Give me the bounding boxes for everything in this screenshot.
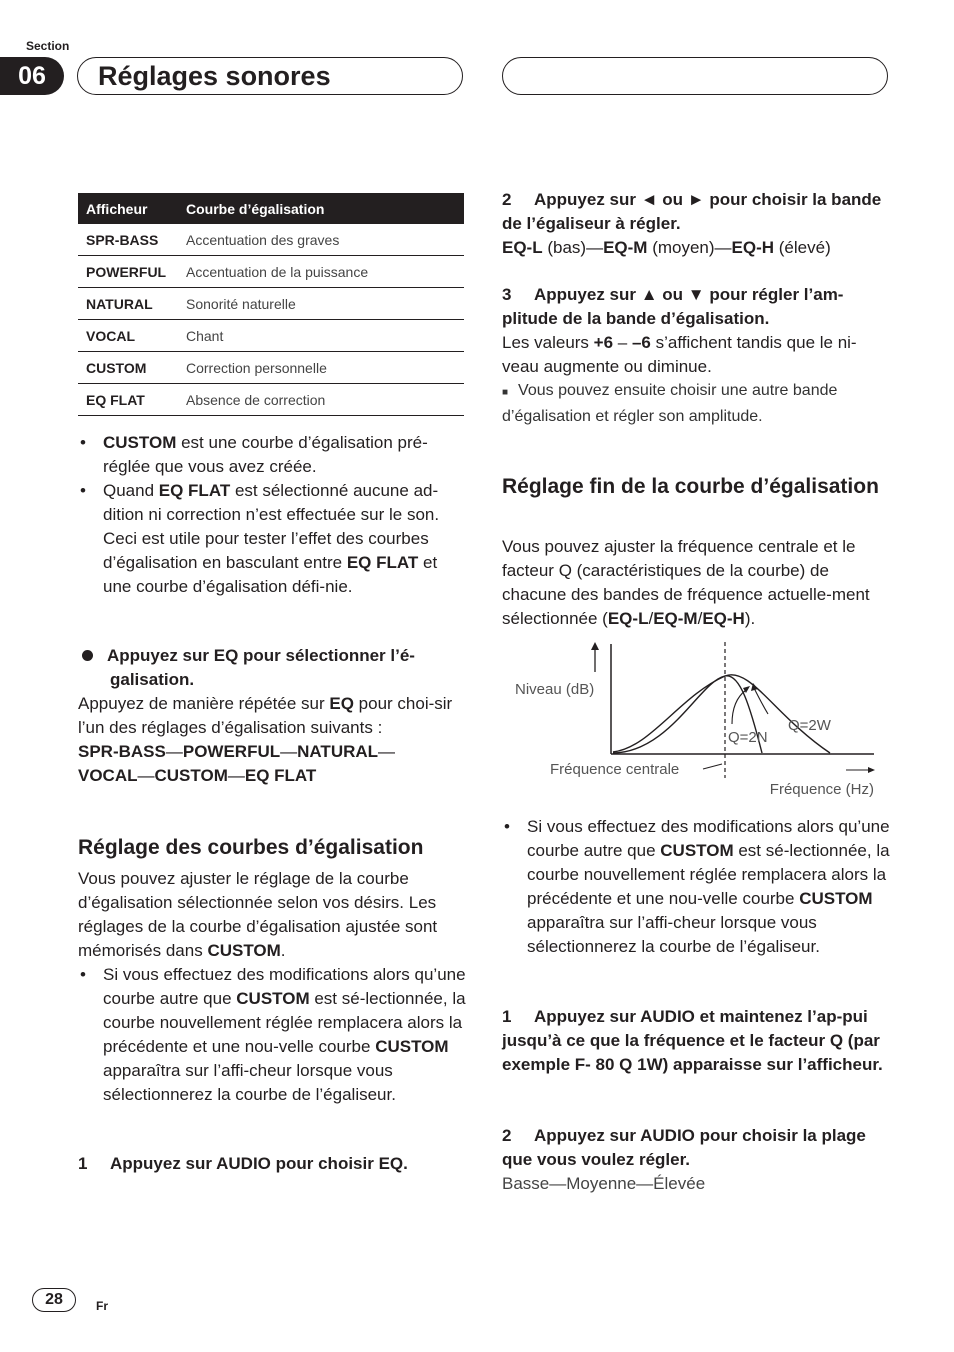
step-heading [502,283,892,331]
q-narrow-label: Q=2N [728,729,768,746]
step-1-audio [78,1152,466,1176]
band-sequence [502,236,892,260]
text: et une courbe d’égalisation défi-nie. [103,553,438,596]
section-heading-curves: Réglage des courbes d’égalisation [78,836,424,859]
bold-text: CUSTOM [236,989,310,1008]
step-text [502,331,892,379]
text: (bas)— [542,238,604,257]
bold-text: CUSTOM [103,433,177,452]
band-low: EQ-L [502,238,543,257]
text: pour choi-sir l’un des réglages d’égalisation suivants : [78,694,453,737]
table-row [78,352,464,384]
center-label-leader [703,764,722,769]
page-title-text: Réglages sonores [98,60,331,91]
bold-text: +6 [593,333,614,352]
step-3-level [502,283,892,429]
list-item [78,431,466,479]
note-text: Vous pouvez ensuite choisir une autre bande d’égalisation et régler son amplitude. [502,382,838,425]
table-row [78,256,464,288]
text: Appuyez de manière répétée sur [78,694,330,713]
text: est une courbe d’égalisation pré-réglée que vous avez créée. [103,433,428,476]
eq-mode: NATURAL [297,742,379,761]
wide-q-curve [613,675,830,753]
text: ). [744,609,756,628]
eq-mode: VOCAL [78,766,138,785]
section-label: Section [26,39,70,53]
text: apparaîtra sur l’affi-cheur lorsque vous sélectionnerez la courbe de l’égaliseur. [103,1061,396,1104]
q-wide-label: Q=2W [788,717,831,734]
table-cell-value: Correction personnelle [178,352,464,384]
step-number: 2 [502,1126,512,1145]
eq-mode: SPR-BASS [78,742,166,761]
table-cell-key: EQ FLAT [78,384,178,416]
step-number: 1 [502,1007,512,1026]
curves-notes-list [78,963,470,1107]
eq-select-step [78,644,466,788]
eq-mode: POWERFUL [182,742,281,761]
list-item [502,815,892,959]
bold-text: EQ [329,694,354,713]
custom-notes-list [78,431,466,599]
text: Vous pouvez ajuster le réglage de la courbe d’égalisation sélectionnée selon vos désirs. Les réglages de la courbe d’égalisation ajustée sont mémorisés dans [78,869,438,960]
step-number: 3 [502,285,512,304]
text: Si vous effectuez des modifications alors qu’une courbe autre que [527,817,890,860]
curves-body [78,867,470,1107]
table-cell-value: Sonorité naturelle [178,288,464,320]
step-number: 2 [502,190,512,209]
eq-mode: CUSTOM [154,766,228,785]
table-cell-key: CUSTOM [78,352,178,384]
section-number: 06 [0,57,64,95]
table-row [78,224,464,256]
band-high: EQ-H [731,238,775,257]
x-arrow-head-icon [868,767,875,773]
list-item [78,963,470,1107]
bold-text: CUSTOM [799,889,873,908]
bold-text: CUSTOM [207,941,281,960]
step-2-band [502,188,892,260]
text: Si vous effectuez des modifications alors qu’une courbe autre que [103,965,466,1008]
eq-table [78,193,464,416]
y-axis-label: Niveau (dB) [515,681,595,698]
text: (moyen)— [647,238,732,257]
range-sequence: Basse—Moyenne—Élevée [502,1174,706,1193]
text: / [697,609,703,628]
table-cell-key: NATURAL [78,288,178,320]
table-cell-value: Accentuation de la puissance [178,256,464,288]
fine-body [502,535,894,631]
bold-text: –6 [631,333,651,352]
center-frequency-label: Fréquence centrale [550,761,680,778]
table-header-curve: Courbe d’égalisation [178,193,464,224]
x-axis-label: Fréquence (Hz) [769,781,874,798]
eq-curve-diagram [500,636,890,808]
table-header-display: Afficheur [78,193,178,224]
text: apparaîtra sur l’affi-cheur lorsque vous sélectionnerez la courbe de l’égaliseur. [527,913,820,956]
table-header-row [78,193,464,224]
bold-text: EQ FLAT [346,553,419,572]
dash: — [378,742,396,761]
fine-step-1 [502,1005,894,1077]
step-heading-text: Appuyez sur ◄ ou ► pour choisir la bande de l’égaliseur à régler. [502,190,882,233]
dash: — [280,742,298,761]
step-text: Appuyez sur AUDIO pour choisir EQ. [110,1154,408,1173]
dash: — [227,766,245,785]
header-empty-box [502,57,888,95]
eq-sequence [78,740,466,788]
text: (élevé) [774,238,831,257]
text: est sé-lectionnée, la courbe nouvellement réglée remplacera alors la précédente et une nou-velle courbe [527,841,890,908]
band-mid: EQ-M [603,238,648,257]
text: Vous pouvez ajuster la fréquence centrale et le facteur Q (caractéristiques de la courbe) de chacune des bandes de fréquence actuelle-ment sélectionnée ( [502,537,870,628]
bold-text: EQ FLAT [158,481,231,500]
bold-text: EQ-M [653,609,698,628]
bold-text: CUSTOM [375,1037,449,1056]
page-title [77,57,463,95]
bold-text: CUSTOM [660,841,734,860]
text: – [613,333,632,352]
table-cell-key: POWERFUL [78,256,178,288]
table-cell-value: Chant [178,320,464,352]
table-cell-value: Absence de correction [178,384,464,416]
text: . [280,941,286,960]
table-row [78,384,464,416]
table-cell-key: VOCAL [78,320,178,352]
text: Quand [103,481,159,500]
text: / [648,609,654,628]
text: est sélectionné aucune ad-dition ni correction n’est effectuée sur le son. Ceci est utile pour tester l’effet des courbes d’égalisation en basculant entre [103,481,440,572]
step-heading-text: Appuyez sur AUDIO pour choisir la plage que vous voulez régler. [502,1126,866,1169]
text: s’affichent tandis que le ni-veau augmente ou diminue. [502,333,857,376]
step-heading-text: Appuyez sur ▲ ou ▼ pour régler l’am-plitude de la bande d’égalisation. [502,285,844,328]
paragraph [78,867,470,963]
y-arrow-head-icon [591,642,599,650]
bold-text: EQ-L [607,609,649,628]
text: est sé-lectionnée, la courbe nouvellement réglée remplacera alors la précédente et une nou-velle courbe [103,989,466,1056]
step-number: 1 [78,1154,88,1173]
page-number: 28 [32,1288,76,1312]
fine-notes-list [502,815,892,959]
step-dot-icon [82,650,93,661]
language-code: Fr [96,1299,108,1313]
dash: — [165,742,183,761]
step-text [78,692,466,740]
step-heading [502,188,892,236]
step-heading-text: Appuyez sur EQ pour sélectionner l’é-galisation. [107,646,415,689]
dash: — [137,766,155,785]
note-square-icon: ■ [502,387,509,398]
section-heading-fine: Réglage fin de la courbe d’égalisation [502,475,879,498]
step-heading [78,644,466,692]
table-cell-value: Accentuation des graves [178,224,464,256]
step-heading [502,1124,894,1172]
note [502,379,892,429]
table-row [78,320,464,352]
fine-step-2 [502,1124,894,1196]
text: Les valeurs [502,333,594,352]
bold-text: EQ-H [702,609,745,628]
table-row [78,288,464,320]
eq-mode: EQ FLAT [244,766,317,785]
table-cell-key: SPR-BASS [78,224,178,256]
step-text: Appuyez sur AUDIO et maintenez l’ap-pui jusqu’à ce que la fréquence et le facteur Q (par exemple F- 80 Q 1W) apparaisse sur l’afficheur. [502,1007,883,1074]
list-item [78,479,466,599]
